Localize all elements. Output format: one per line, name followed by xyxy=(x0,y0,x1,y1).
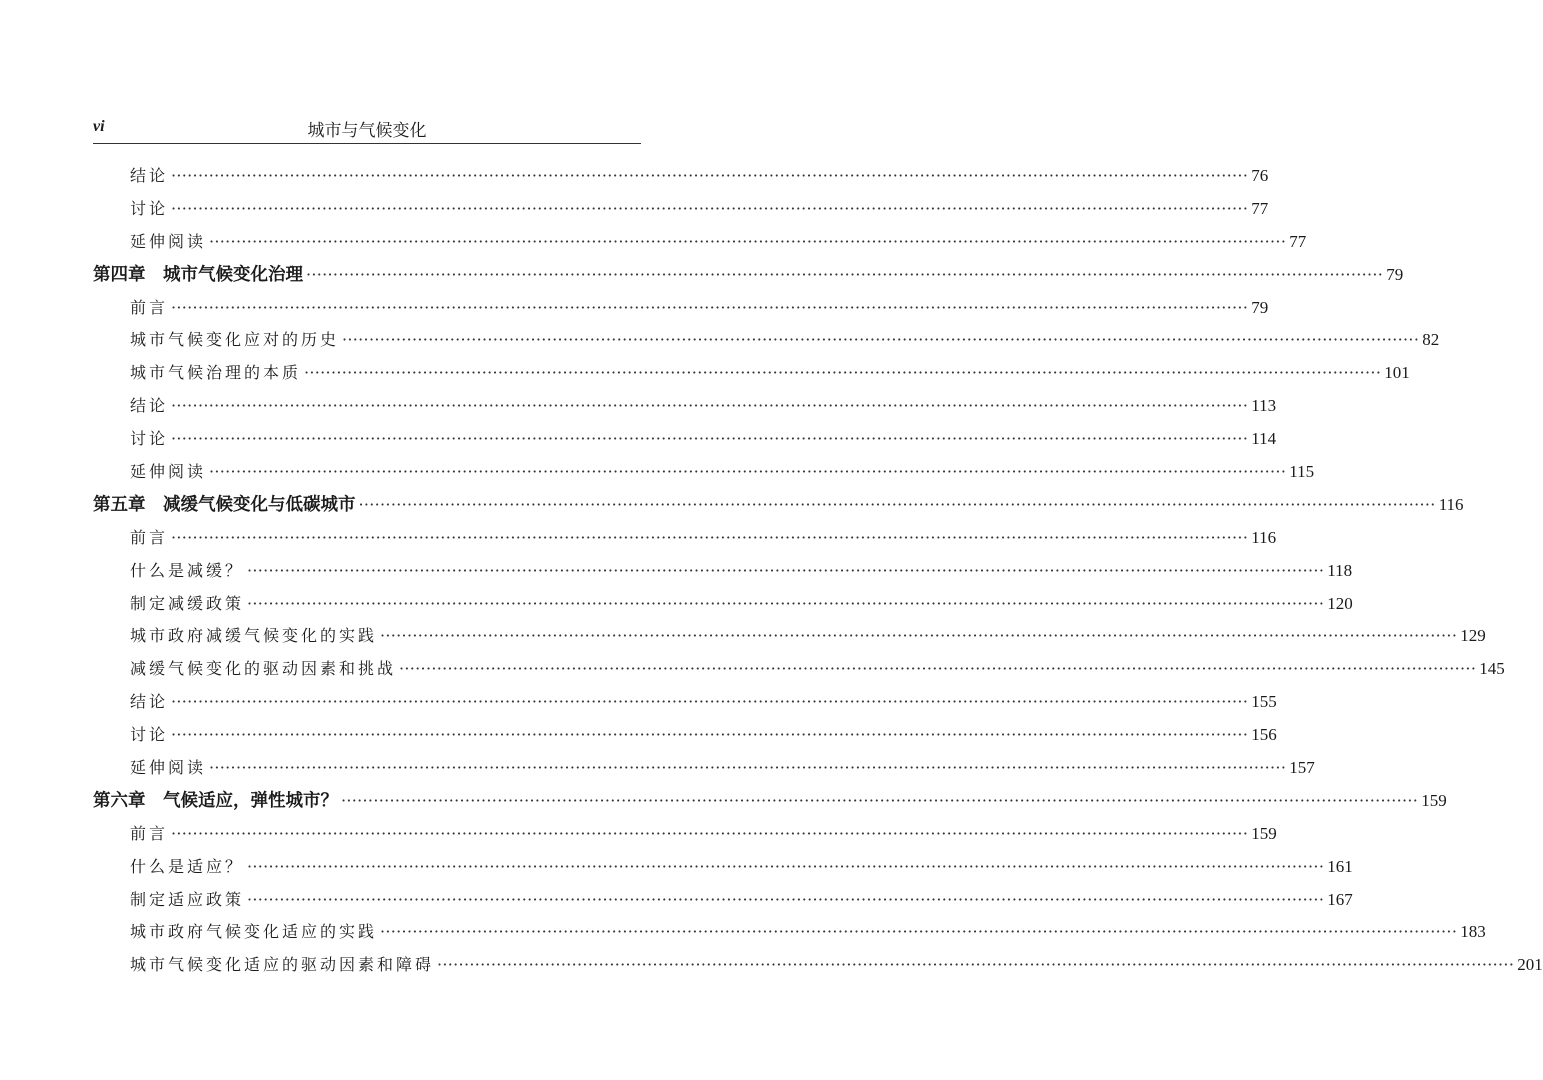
running-header xyxy=(93,113,641,144)
dot-leader: ········································································································································································································ xyxy=(171,396,1249,416)
toc-entry-title: 结论 xyxy=(130,166,169,185)
dot-leader: ········································································································································································································ xyxy=(358,494,1436,514)
toc-entry-page: 116 xyxy=(1438,494,1464,514)
toc-entry-page: 118 xyxy=(1327,560,1353,580)
page-number: vi xyxy=(93,118,105,135)
toc-section-entry[interactable] xyxy=(93,292,1269,325)
toc-section-entry[interactable] xyxy=(93,719,1277,752)
toc-entry-title: 城市气候变化适应的驱动因素和障碍 xyxy=(130,955,435,975)
dot-leader: ········································································································································································································ xyxy=(171,527,1249,547)
toc-entry-page: 167 xyxy=(1327,889,1353,909)
table-of-contents xyxy=(93,160,1543,982)
toc-section-entry[interactable] xyxy=(93,390,1277,423)
toc-entry-title: 第六章 气候适应，弹性城市？ xyxy=(93,790,338,811)
toc-section-entry[interactable] xyxy=(93,357,1410,390)
dot-leader: ········································································································································································································ xyxy=(171,692,1249,712)
toc-entry-page: 156 xyxy=(1251,725,1277,745)
toc-section-entry[interactable] xyxy=(93,851,1353,884)
toc-section-entry[interactable] xyxy=(93,324,1440,357)
toc-entry-page: 159 xyxy=(1421,790,1447,810)
toc-entry-page: 161 xyxy=(1327,856,1353,876)
toc-entry-page: 120 xyxy=(1327,593,1353,613)
dot-leader: ········································································································································································································ xyxy=(171,166,1249,185)
toc-entry-title: 城市气候治理的本质 xyxy=(130,363,302,383)
toc-entry-page: 79 xyxy=(1251,297,1269,317)
dot-leader: ········································································································································································································ xyxy=(247,889,1325,909)
toc-chapter-entry[interactable] xyxy=(93,785,1447,818)
dot-leader: ········································································································································································································ xyxy=(399,659,1477,679)
toc-entry-title: 结论 xyxy=(130,396,169,416)
dot-leader: ········································································································································································································ xyxy=(171,725,1249,745)
toc-section-entry[interactable] xyxy=(93,686,1277,719)
dot-leader: ········································································································································································································ xyxy=(341,790,1419,810)
dot-leader: ········································································································································································································ xyxy=(171,198,1249,218)
dot-leader: ········································································································································································································ xyxy=(304,363,1382,383)
toc-entry-page: 79 xyxy=(1386,264,1404,284)
toc-entry-title: 城市政府减缓气候变化的实践 xyxy=(130,626,378,646)
toc-entry-title: 延伸阅读 xyxy=(130,231,207,251)
toc-entry-title: 制定减缓政策 xyxy=(130,593,245,613)
toc-entry-page: 183 xyxy=(1460,922,1486,942)
toc-section-entry[interactable] xyxy=(93,160,1269,193)
toc-section-entry[interactable] xyxy=(93,193,1269,226)
dot-leader: ········································································································································································································ xyxy=(247,560,1325,580)
toc-entry-title: 第五章 减缓气候变化与低碳城市 xyxy=(93,494,356,515)
dot-leader: ········································································································································································································ xyxy=(380,922,1458,942)
dot-leader: ········································································································································································································ xyxy=(247,593,1325,613)
toc-chapter-entry[interactable] xyxy=(93,259,1404,292)
book-title: 城市与气候变化 xyxy=(307,121,427,141)
toc-section-entry[interactable] xyxy=(93,456,1315,489)
toc-section-entry[interactable] xyxy=(93,916,1486,949)
dot-leader: ········································································································································································································ xyxy=(171,823,1249,843)
dot-leader: ········································································································································································································ xyxy=(209,462,1287,482)
toc-chapter-entry[interactable] xyxy=(93,489,1464,522)
toc-entry-title: 讨论 xyxy=(130,725,169,745)
toc-section-entry[interactable] xyxy=(93,884,1353,917)
toc-section-entry[interactable] xyxy=(93,620,1486,653)
toc-entry-page: 82 xyxy=(1422,330,1440,350)
dot-leader: ········································································································································································································ xyxy=(171,297,1249,317)
toc-entry-page: 77 xyxy=(1289,231,1307,251)
toc-entry-title: 前言 xyxy=(130,823,169,843)
toc-entry-page: 155 xyxy=(1251,692,1277,712)
toc-entry-page: 76 xyxy=(1251,166,1269,185)
toc-section-entry[interactable] xyxy=(93,522,1277,555)
toc-entry-page: 116 xyxy=(1251,527,1277,547)
toc-section-entry[interactable] xyxy=(93,588,1353,621)
toc-section-entry[interactable] xyxy=(93,555,1353,588)
toc-entry-title: 第四章 城市气候变化治理 xyxy=(93,264,303,285)
toc-entry-title: 前言 xyxy=(130,527,169,547)
toc-entry-page: 129 xyxy=(1460,626,1486,646)
toc-section-entry[interactable] xyxy=(93,949,1543,982)
toc-entry-title: 讨论 xyxy=(130,429,169,449)
toc-entry-title: 制定适应政策 xyxy=(130,889,245,909)
toc-entry-title: 讨论 xyxy=(130,198,169,218)
toc-entry-title: 城市政府气候变化适应的实践 xyxy=(130,922,378,942)
dot-leader: ········································································································································································································ xyxy=(437,955,1515,975)
toc-entry-title: 减缓气候变化的驱动因素和挑战 xyxy=(130,659,397,679)
dot-leader: ········································································································································································································ xyxy=(306,264,1384,284)
toc-entry-page: 157 xyxy=(1289,758,1315,778)
toc-entry-title: 什么是适应？ xyxy=(130,856,245,876)
toc-entry-page: 115 xyxy=(1289,462,1315,482)
toc-section-entry[interactable] xyxy=(93,226,1307,259)
toc-entry-page: 101 xyxy=(1384,363,1410,383)
dot-leader: ········································································································································································································ xyxy=(380,626,1458,646)
toc-section-entry[interactable] xyxy=(93,818,1277,851)
toc-entry-page: 77 xyxy=(1251,198,1269,218)
dot-leader: ········································································································································································································ xyxy=(342,330,1420,350)
toc-entry-title: 延伸阅读 xyxy=(130,758,207,778)
toc-entry-title: 延伸阅读 xyxy=(130,462,207,482)
dot-leader: ········································································································································································································ xyxy=(209,231,1287,251)
toc-section-entry[interactable] xyxy=(93,752,1315,785)
toc-section-entry[interactable] xyxy=(93,653,1505,686)
dot-leader: ········································································································································································································ xyxy=(171,429,1249,449)
toc-section-entry[interactable] xyxy=(93,423,1277,456)
toc-entry-title: 什么是减缓？ xyxy=(130,560,245,580)
toc-entry-title: 城市气候变化应对的历史 xyxy=(130,330,340,350)
toc-entry-title: 前言 xyxy=(130,297,169,317)
dot-leader: ········································································································································································································ xyxy=(247,856,1325,876)
toc-entry-page: 201 xyxy=(1517,955,1543,975)
dot-leader: ········································································································································································································ xyxy=(209,758,1287,778)
toc-entry-page: 145 xyxy=(1479,659,1505,679)
toc-entry-page: 113 xyxy=(1251,396,1277,416)
toc-entry-page: 159 xyxy=(1251,823,1277,843)
toc-entry-title: 结论 xyxy=(130,692,169,712)
toc-entry-page: 114 xyxy=(1251,429,1277,449)
